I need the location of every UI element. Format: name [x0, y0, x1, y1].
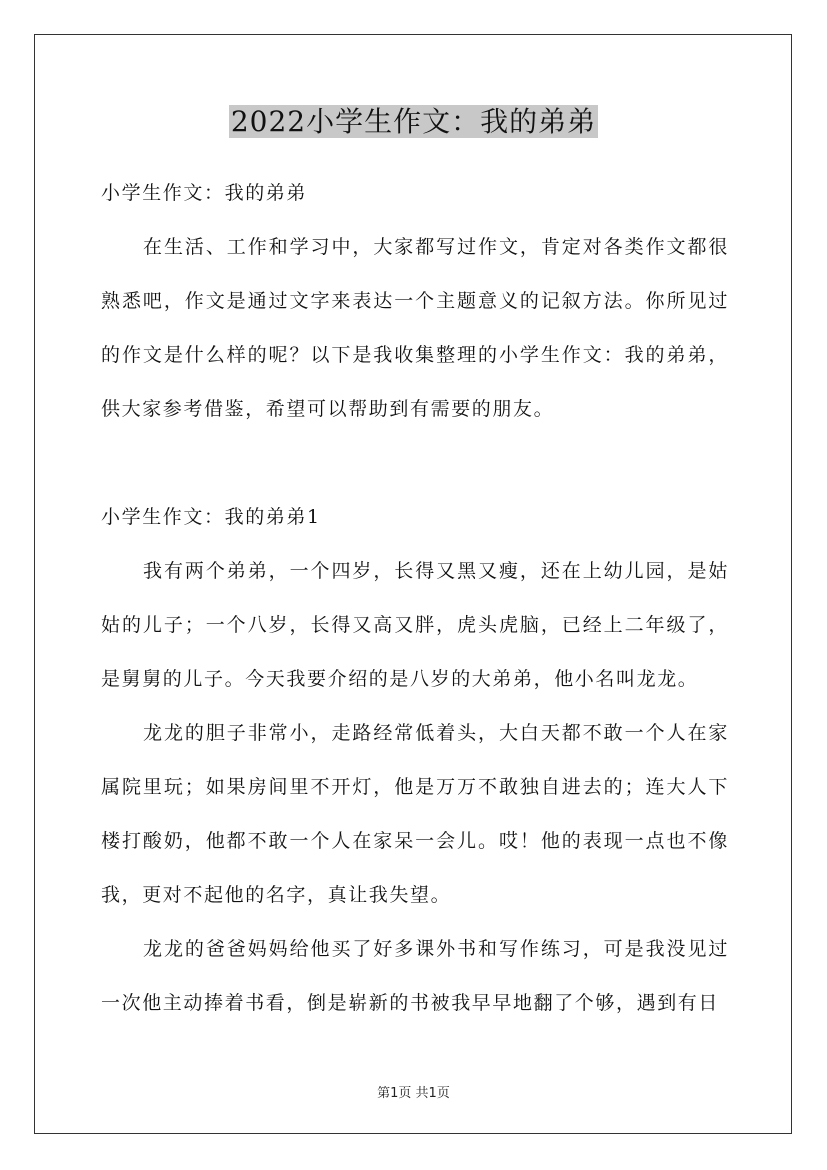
intro-paragraph: 在生活、工作和学习中，大家都写过作文，肯定对各类作文都很熟悉吧，作文是通过文字来表达一个主题意义的记叙方法。你所见过的作文是什么样的呢？以下是我收集整理的小学生作文：我的弟弟，供大家参考借鉴，希望可以帮助到有需要的朋友。	[101, 236, 729, 420]
body-paragraph: 龙龙的胆子非常小，走路经常低着头，大白天都不敢一个人在家属院里玩；如果房间里不开灯，他是万万不敢独自进去的；连大人下楼打酸奶，他都不敢一个人在家呆一会儿。哎！他的表现一点也不像我，更对不起他的名字，真让我失望。	[101, 722, 729, 906]
section-heading: 小学生作文：我的弟弟	[101, 182, 308, 204]
body-paragraph: 我有两个弟弟，一个四岁，长得又黑又瘦，还在上幼儿园，是姑姑的儿子；一个八岁，长得又高又胖，虎头虎脑，已经上二年级了，是舅舅的儿子。今天我要介绍的是八岁的大弟弟，他小名叫龙龙。	[101, 560, 729, 690]
section-heading: 小学生作文：我的弟弟1	[101, 506, 321, 528]
document-title	[0, 100, 827, 144]
document-body	[101, 166, 729, 1030]
paragraph-spacer	[101, 436, 729, 490]
document-title-text: 2022小学生作文：我的弟弟	[230, 105, 597, 138]
body-paragraph: 龙龙的爸爸妈妈给他买了好多课外书和写作练习，可是我没见过一次他主动捧着书看，倒是崭新的书被我早早地翻了个够，遇到有日	[101, 938, 729, 1014]
page-footer: 第1页 共1页	[377, 1086, 450, 1101]
